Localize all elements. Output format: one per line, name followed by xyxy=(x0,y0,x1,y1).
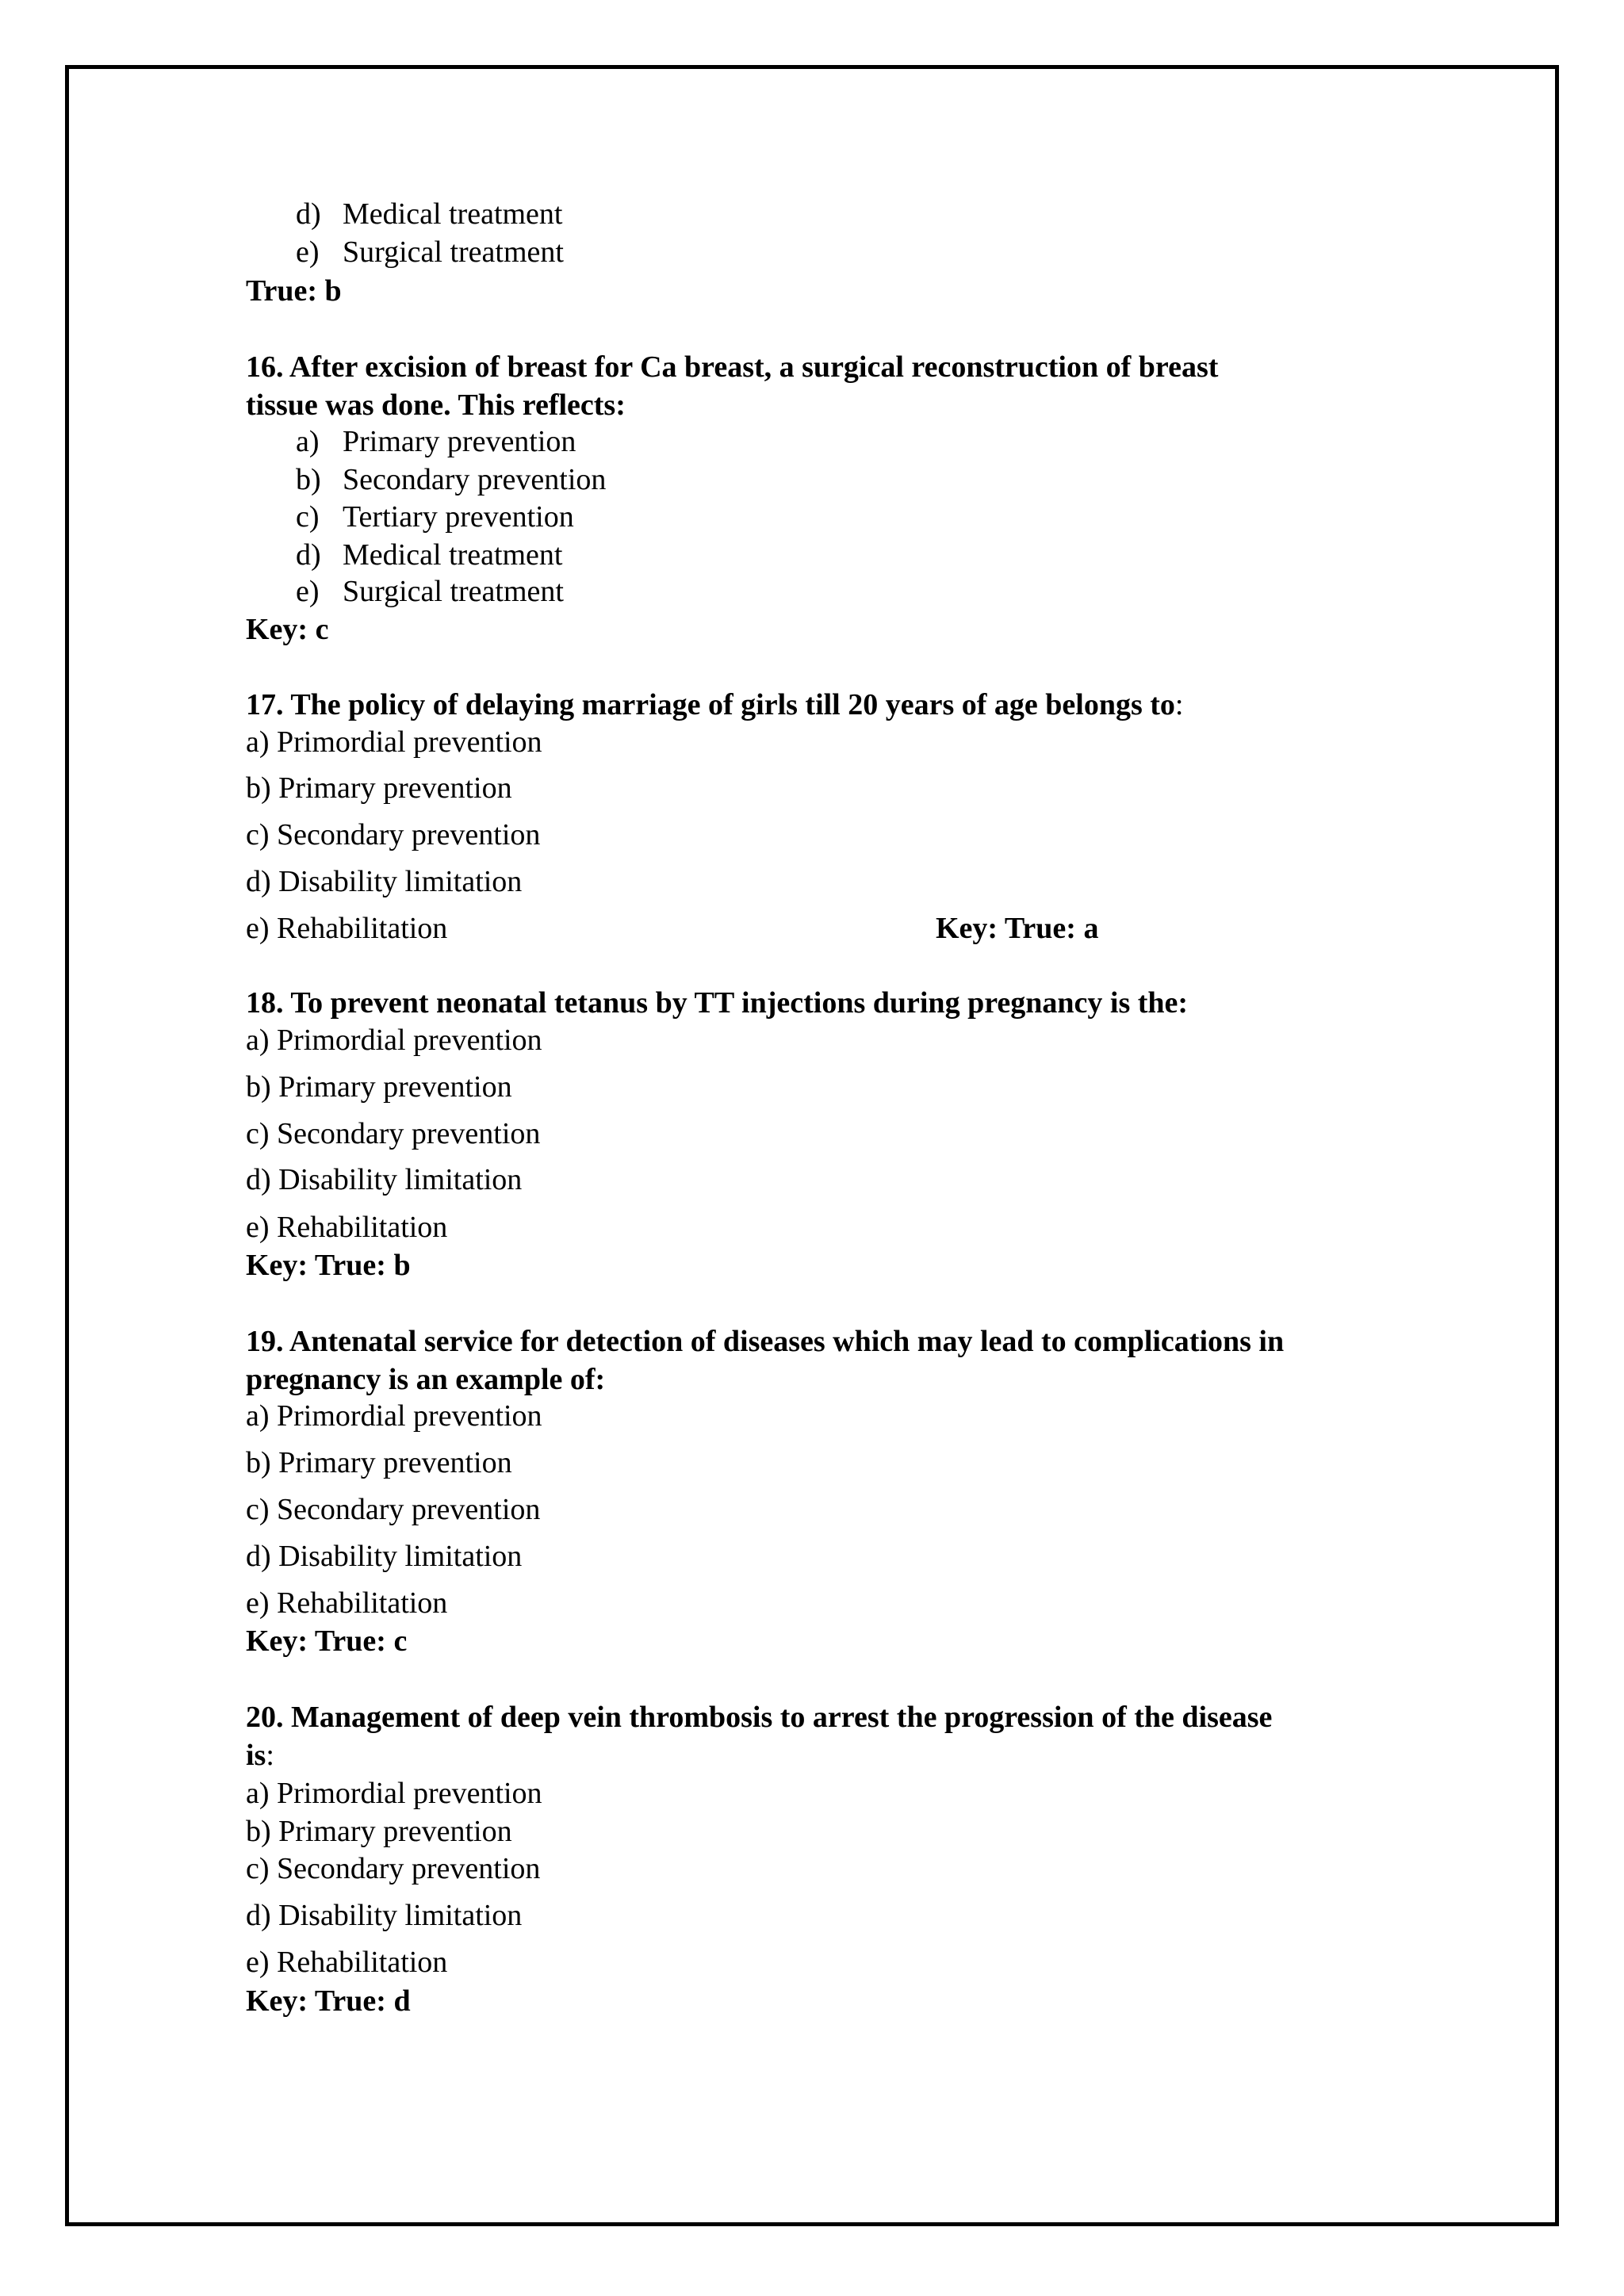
question-text: 17. The policy of delaying marriage of girls till 20 years of age belongs to xyxy=(246,688,1175,721)
answer-key: True: b xyxy=(246,274,342,308)
q20-option-a: a) Primordial prevention xyxy=(246,1777,542,1810)
q20-option-b: b) Primary prevention xyxy=(246,1815,512,1848)
q18-option-d: d) Disability limitation xyxy=(246,1163,523,1196)
question-20-line2 xyxy=(246,1738,274,1773)
q19-option-e: e) Rehabilitation xyxy=(246,1586,448,1620)
question-19-line2: pregnancy is an example of: xyxy=(246,1363,606,1396)
question-colon: : xyxy=(1174,688,1184,721)
option-text: Primary prevention xyxy=(343,425,576,458)
q19-answer-key: Key: True: c xyxy=(246,1624,408,1658)
option-text: Secondary prevention xyxy=(343,463,607,496)
q20-option-d: d) Disability limitation xyxy=(246,1899,523,1932)
question-20-line1: 20. Management of deep vein thrombosis to arrest the progression of the disease xyxy=(246,1701,1273,1734)
q18-answer-key: Key: True: b xyxy=(246,1249,411,1282)
q19-option-a: a) Primordial prevention xyxy=(246,1399,542,1433)
option-letter: b) xyxy=(296,463,321,496)
option-letter: d) xyxy=(296,538,321,572)
q20-answer-key: Key: True: d xyxy=(246,1984,411,2018)
q18-option-b: b) Primary prevention xyxy=(246,1070,512,1104)
option-text: Tertiary prevention xyxy=(343,500,574,534)
question-text: is xyxy=(246,1739,266,1772)
question-19-line1: 19. Antenatal service for detection of diseases which may lead to complications in xyxy=(246,1325,1285,1358)
q19-option-c: c) Secondary prevention xyxy=(246,1493,541,1526)
q18-option-c: c) Secondary prevention xyxy=(246,1117,541,1150)
option-text: Medical treatment xyxy=(343,197,563,231)
option-letter: a) xyxy=(296,425,320,458)
q19-option-b: b) Primary prevention xyxy=(246,1446,512,1479)
option-text: Surgical treatment xyxy=(343,235,564,269)
q18-option-a: a) Primordial prevention xyxy=(246,1024,542,1057)
option-letter: c) xyxy=(296,500,320,534)
question-colon: : xyxy=(266,1739,274,1772)
question-16-line1: 16. After excision of breast for Ca breast, a surgical reconstruction of breast xyxy=(246,350,1219,384)
question-16-line2: tissue was done. This reflects: xyxy=(246,388,626,422)
q16-answer-key: Key: c xyxy=(246,613,329,646)
q18-option-e: e) Rehabilitation xyxy=(246,1211,448,1244)
option-text: Surgical treatment xyxy=(343,575,564,608)
option-letter: e) xyxy=(296,575,320,608)
option-letter: d) xyxy=(296,197,321,231)
q17-option-e: e) Rehabilitation xyxy=(246,912,448,945)
option-letter: e) xyxy=(296,235,320,269)
question-17 xyxy=(246,687,1183,722)
q20-option-e: e) Rehabilitation xyxy=(246,1946,448,1979)
q17-option-a: a) Primordial prevention xyxy=(246,725,542,759)
q20-option-c: c) Secondary prevention xyxy=(246,1852,541,1885)
q17-option-b: b) Primary prevention xyxy=(246,771,512,805)
option-text: Medical treatment xyxy=(343,538,563,572)
q19-option-d: d) Disability limitation xyxy=(246,1540,523,1573)
question-18: 18. To prevent neonatal tetanus by TT injections during pregnancy is the: xyxy=(246,986,1189,1020)
q17-option-c: c) Secondary prevention xyxy=(246,818,541,851)
q17-answer-key: Key: True: a xyxy=(936,912,1099,945)
q17-option-d: d) Disability limitation xyxy=(246,865,523,898)
